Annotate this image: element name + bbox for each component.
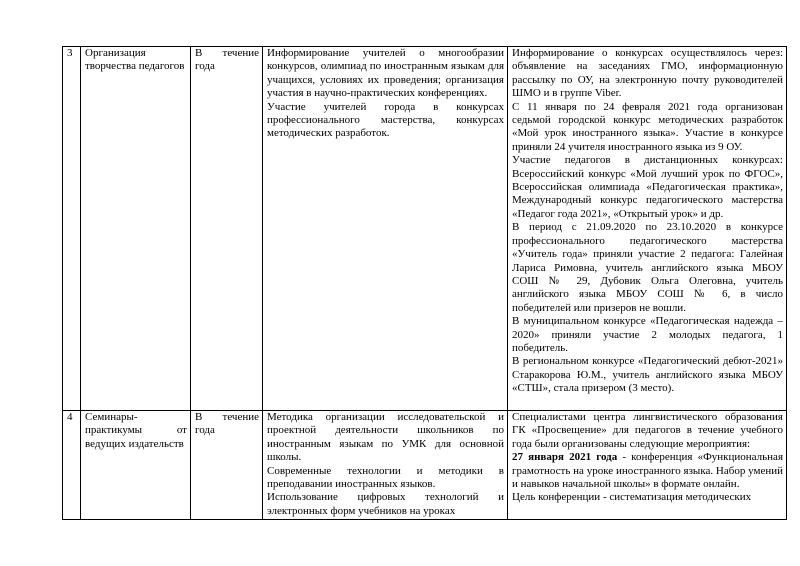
timeframe-cell: В течение года bbox=[191, 411, 263, 520]
results-cell bbox=[508, 411, 787, 520]
paragraph: Цель конференции - систематизация методических bbox=[512, 491, 752, 504]
paragraph: Специалистами центра лингвистического образования ГК «Просвещение» для педагогов в течение учебного года были организованы следующие мероприятия: bbox=[512, 411, 783, 450]
paragraph: Информирование учителей о многообразии конкурсов, олимпиад по иностранным языкам для учащихся, условиях их проведения; организация участия в научно-практических конференциях. bbox=[267, 47, 504, 100]
description-cell bbox=[263, 47, 508, 411]
paragraph: Информирование о конкурсах осуществлялось через: объявление на заседаниях ГМО, информационную рассылку по ОУ, на электронную почту руководителей ШМО и в группе Viber. bbox=[512, 47, 783, 100]
paragraph: В муниципальном конкурсе «Педагогическая надежда – 2020» приняли участие 2 молодых педагога, 1 победитель. bbox=[512, 315, 783, 354]
paragraph: Участие учителей города в конкурсах профессионального мастерства, конкурсах методических разработок. bbox=[267, 100, 504, 140]
paragraph: 27 января 2021 года - конференция «Функциональная грамотность на уроке иностранного языка. Набор умений и навыков начальной школы» в формате онлайн. bbox=[512, 451, 783, 491]
paragraph: Методика организации исследовательской и проектной деятельности школьников по иностранным языкам по УМК для основной школы. bbox=[267, 411, 504, 464]
paragraph: В период с 21.09.2020 по 23.10.2020 в конкурсе профессионального педагогического мастерства «Учитель года» приняли участие 2 педагога: Галейная Лариса Римовна, учитель английского языка МБОУ СОШ № 29, Дубовик Ольга Олеговна, учитель английского языка МБОУ СОШ № 6, в число победителей или призеров не вошли. bbox=[512, 221, 783, 314]
timeframe-cell: В течение года bbox=[191, 47, 263, 411]
results-cell bbox=[508, 47, 787, 411]
paragraph: Использование цифровых технологий и электронных форм учебников на уроках bbox=[267, 491, 504, 517]
table-row bbox=[63, 411, 787, 520]
bold-date-text: 27 января 2021 года bbox=[512, 451, 618, 464]
table-row bbox=[63, 47, 787, 411]
row-number-cell: 3 bbox=[63, 47, 81, 411]
paragraph: С 11 января по 24 февраля 2021 года организован седьмой городской конкурс методических разработок «Мой урок иностранного языка». Участие в конкурсе приняли 24 учителя иностранного языка из 9 ОУ. bbox=[512, 100, 783, 153]
paragraph: В региональном конкурсе «Педагогический дебют-2021» Старакорова Ю.М., учитель английского языка МБОУ «СТШ», стала призером (3 место). bbox=[512, 355, 783, 395]
activity-cell: Организация творчества педагогов bbox=[81, 47, 191, 411]
description-cell bbox=[263, 411, 508, 520]
paragraph: Современные технологии и методики в преподавании иностранных языков. bbox=[267, 464, 504, 491]
activity-cell: Семинары-практикумы от ведущих издательств bbox=[81, 411, 191, 520]
row-number-cell: 4 bbox=[63, 411, 81, 520]
work-plan-table bbox=[62, 46, 787, 520]
paragraph: Участие педагогов в дистанционных конкурсах: Всероссийский конкурс «Мой лучший урок по ФГОС», Всероссийская олимпиада «Педагогическая практика», Международный конкурс педагогического мастерства «Педагог года 2021», «Открытый урок» и др. bbox=[512, 154, 783, 220]
